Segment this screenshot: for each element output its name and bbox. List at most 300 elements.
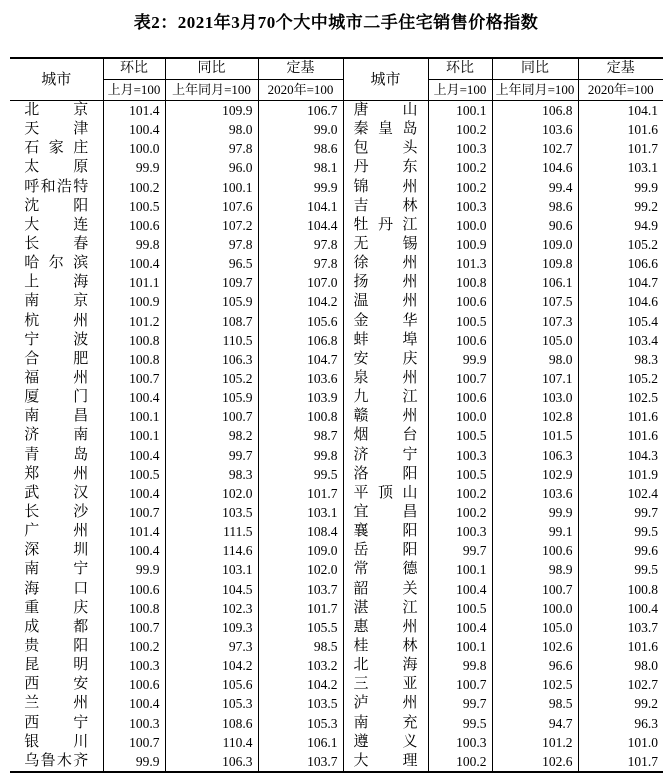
yoy-value-cell: 104.5 — [165, 580, 258, 599]
yoy-value-cell: 109.3 — [165, 618, 258, 637]
fixed-base-value-cell: 100.8 — [258, 407, 343, 426]
fixed-base-value-cell: 104.4 — [258, 216, 343, 235]
mom-value-cell: 100.2 — [428, 178, 492, 197]
yoy-value-cell: 99.1 — [492, 522, 578, 541]
city-name: 石 家 庄 — [24, 140, 89, 157]
subheader-mom-base-left: 上月=100 — [103, 80, 165, 101]
city-cell — [10, 637, 103, 656]
mom-value-cell: 99.9 — [103, 560, 165, 579]
fixed-base-value-cell: 97.8 — [258, 235, 343, 254]
city-cell — [10, 197, 103, 216]
fixed-base-value-cell: 101.9 — [578, 465, 663, 484]
mom-value-cell: 100.5 — [103, 197, 165, 216]
fixed-base-value-cell: 105.6 — [258, 312, 343, 331]
table-row — [10, 522, 663, 541]
yoy-value-cell: 98.9 — [492, 560, 578, 579]
yoy-value-cell: 105.0 — [492, 618, 578, 637]
city-name: 湛 江 — [353, 599, 418, 616]
fixed-base-value-cell: 103.1 — [578, 158, 663, 177]
mom-value-cell: 100.6 — [103, 675, 165, 694]
yoy-value-cell: 110.5 — [165, 331, 258, 350]
yoy-value-cell: 110.4 — [165, 733, 258, 752]
city-name: 兰 州 — [24, 695, 89, 712]
city-name: 烟 台 — [353, 427, 418, 444]
mom-value-cell: 100.4 — [103, 446, 165, 465]
mom-value-cell: 100.6 — [428, 292, 492, 311]
table-row — [10, 388, 663, 407]
city-cell — [343, 714, 428, 733]
yoy-value-cell: 103.1 — [165, 560, 258, 579]
mom-value-cell: 100.5 — [428, 599, 492, 618]
header-city-right: 城市 — [343, 58, 428, 101]
yoy-value-cell: 97.8 — [165, 139, 258, 158]
city-cell — [343, 656, 428, 675]
fixed-base-value-cell: 99.5 — [578, 560, 663, 579]
table-row — [10, 599, 663, 618]
fixed-base-value-cell: 106.6 — [578, 254, 663, 273]
mom-value-cell: 99.9 — [103, 158, 165, 177]
mom-value-cell: 101.4 — [103, 101, 165, 121]
yoy-value-cell: 106.3 — [492, 446, 578, 465]
city-cell — [10, 426, 103, 445]
table-row — [10, 254, 663, 273]
mom-value-cell: 100.6 — [103, 580, 165, 599]
fixed-base-value-cell: 105.5 — [258, 618, 343, 637]
city-name: 蚌 埠 — [353, 331, 418, 348]
fixed-base-value-cell: 99.6 — [578, 541, 663, 560]
mom-value-cell: 101.4 — [103, 522, 165, 541]
city-cell — [10, 331, 103, 350]
yoy-value-cell: 90.6 — [492, 216, 578, 235]
yoy-value-cell: 105.0 — [492, 331, 578, 350]
mom-value-cell: 101.3 — [428, 254, 492, 273]
table-row — [10, 580, 663, 599]
yoy-value-cell: 96.6 — [492, 656, 578, 675]
city-cell — [343, 446, 428, 465]
fixed-base-value-cell: 99.5 — [258, 465, 343, 484]
fixed-base-value-cell: 105.4 — [578, 312, 663, 331]
city-cell — [343, 580, 428, 599]
fixed-base-value-cell: 104.1 — [258, 197, 343, 216]
header-yoy-right: 同比 — [492, 58, 578, 80]
table-row — [10, 101, 663, 121]
mom-value-cell: 100.4 — [428, 618, 492, 637]
city-name: 扬 州 — [353, 274, 418, 291]
fixed-base-value-cell: 109.0 — [258, 541, 343, 560]
table-row — [10, 694, 663, 713]
mom-value-cell: 100.8 — [428, 273, 492, 292]
city-name: 武 汉 — [24, 484, 89, 501]
yoy-value-cell: 103.5 — [165, 503, 258, 522]
table-row — [10, 656, 663, 675]
fixed-base-value-cell: 99.5 — [578, 522, 663, 541]
fixed-base-value-cell: 106.1 — [258, 733, 343, 752]
city-cell — [10, 618, 103, 637]
city-cell — [343, 388, 428, 407]
city-cell — [343, 331, 428, 350]
fixed-base-value-cell: 99.0 — [258, 120, 343, 139]
city-cell — [10, 675, 103, 694]
city-name: 郑 州 — [24, 465, 89, 482]
yoy-value-cell: 105.6 — [165, 675, 258, 694]
city-name: 赣 州 — [353, 408, 418, 425]
city-cell — [343, 599, 428, 618]
city-cell — [10, 139, 103, 158]
yoy-value-cell: 105.3 — [165, 694, 258, 713]
city-name: 乌 鲁 木 齐 — [24, 752, 89, 769]
city-cell — [10, 446, 103, 465]
city-cell — [10, 254, 103, 273]
yoy-value-cell: 100.6 — [492, 541, 578, 560]
mom-value-cell: 100.7 — [428, 369, 492, 388]
city-name: 成 都 — [24, 618, 89, 635]
fixed-base-value-cell: 106.8 — [258, 331, 343, 350]
yoy-value-cell: 106.8 — [492, 101, 578, 121]
city-cell — [10, 599, 103, 618]
city-cell — [343, 465, 428, 484]
yoy-value-cell: 99.7 — [165, 446, 258, 465]
table-row — [10, 292, 663, 311]
page-title: 表2：2021年3月70个大中城市二手住宅销售价格指数 — [133, 13, 539, 32]
fixed-base-value-cell: 103.4 — [578, 331, 663, 350]
fixed-base-value-cell: 103.7 — [578, 618, 663, 637]
fixed-base-value-cell: 108.4 — [258, 522, 343, 541]
fixed-base-value-cell: 94.9 — [578, 216, 663, 235]
city-cell — [10, 235, 103, 254]
mom-value-cell: 99.9 — [103, 752, 165, 772]
city-cell — [343, 235, 428, 254]
city-name: 合 肥 — [24, 350, 89, 367]
table-row — [10, 178, 663, 197]
city-cell — [343, 694, 428, 713]
mom-value-cell: 100.4 — [103, 388, 165, 407]
city-name: 长 沙 — [24, 504, 89, 521]
mom-value-cell: 100.6 — [428, 388, 492, 407]
yoy-value-cell: 105.9 — [165, 388, 258, 407]
city-name: 济 南 — [24, 427, 89, 444]
yoy-value-cell: 101.5 — [492, 426, 578, 445]
fixed-base-value-cell: 103.2 — [258, 656, 343, 675]
city-name: 襄 阳 — [353, 523, 418, 540]
mom-value-cell: 100.3 — [428, 139, 492, 158]
city-name: 平 顶 山 — [353, 484, 418, 501]
mom-value-cell: 100.7 — [103, 733, 165, 752]
table-row — [10, 675, 663, 694]
mom-value-cell: 100.7 — [428, 675, 492, 694]
fixed-base-value-cell: 98.6 — [258, 139, 343, 158]
yoy-value-cell: 104.6 — [492, 158, 578, 177]
fixed-base-value-cell: 99.2 — [578, 197, 663, 216]
city-cell — [343, 178, 428, 197]
mom-value-cell: 100.3 — [103, 714, 165, 733]
mom-value-cell: 100.8 — [103, 350, 165, 369]
yoy-value-cell: 96.5 — [165, 254, 258, 273]
city-name: 福 州 — [24, 370, 89, 387]
city-cell — [343, 369, 428, 388]
yoy-value-cell: 107.2 — [165, 216, 258, 235]
yoy-value-cell: 98.0 — [165, 120, 258, 139]
city-name: 北 京 — [24, 102, 89, 119]
table-row — [10, 139, 663, 158]
header-yoy-left: 同比 — [165, 58, 258, 80]
city-name: 吉 林 — [353, 197, 418, 214]
mom-value-cell: 100.4 — [103, 541, 165, 560]
city-name: 长 春 — [24, 236, 89, 253]
mom-value-cell: 100.2 — [103, 178, 165, 197]
city-name: 金 华 — [353, 312, 418, 329]
table-row — [10, 503, 663, 522]
city-cell — [343, 426, 428, 445]
city-cell — [343, 522, 428, 541]
header-mom-left: 环比 — [103, 58, 165, 80]
yoy-value-cell: 103.6 — [492, 484, 578, 503]
city-cell — [343, 503, 428, 522]
yoy-value-cell: 103.6 — [492, 120, 578, 139]
city-cell — [343, 197, 428, 216]
yoy-value-cell: 100.7 — [165, 407, 258, 426]
table-row — [10, 560, 663, 579]
fixed-base-value-cell: 101.0 — [578, 733, 663, 752]
city-name: 秦 皇 岛 — [353, 121, 418, 138]
city-cell — [343, 312, 428, 331]
city-name: 南 昌 — [24, 408, 89, 425]
city-cell — [343, 560, 428, 579]
city-name: 韶 关 — [353, 580, 418, 597]
city-cell — [343, 120, 428, 139]
table-row — [10, 120, 663, 139]
fixed-base-value-cell: 98.3 — [578, 350, 663, 369]
fixed-base-value-cell: 103.7 — [258, 752, 343, 772]
table-row — [10, 752, 663, 772]
fixed-base-value-cell: 107.0 — [258, 273, 343, 292]
yoy-value-cell: 102.3 — [165, 599, 258, 618]
mom-value-cell: 100.1 — [428, 101, 492, 121]
city-name: 广 州 — [24, 523, 89, 540]
yoy-value-cell: 109.9 — [165, 101, 258, 121]
mom-value-cell: 100.0 — [428, 216, 492, 235]
mom-value-cell: 100.2 — [428, 752, 492, 772]
yoy-value-cell: 105.9 — [165, 292, 258, 311]
city-cell — [10, 694, 103, 713]
fixed-base-value-cell: 103.1 — [258, 503, 343, 522]
city-name: 上 海 — [24, 274, 89, 291]
mom-value-cell: 99.8 — [103, 235, 165, 254]
yoy-value-cell: 107.3 — [492, 312, 578, 331]
yoy-value-cell: 114.6 — [165, 541, 258, 560]
mom-value-cell: 100.5 — [103, 465, 165, 484]
header-fixed-right: 定基 — [578, 58, 663, 80]
city-name: 遵 义 — [353, 733, 418, 750]
header-row-bases — [10, 80, 663, 101]
city-name: 贵 阳 — [24, 638, 89, 654]
city-name: 丹 东 — [353, 159, 418, 176]
city-cell — [10, 216, 103, 235]
yoy-value-cell: 105.2 — [165, 369, 258, 388]
fixed-base-value-cell: 99.7 — [578, 503, 663, 522]
city-cell — [10, 714, 103, 733]
fixed-base-value-cell: 104.2 — [258, 675, 343, 694]
fixed-base-value-cell: 105.3 — [258, 714, 343, 733]
mom-value-cell: 100.3 — [428, 197, 492, 216]
mom-value-cell: 100.5 — [428, 465, 492, 484]
city-cell — [10, 369, 103, 388]
fixed-base-value-cell: 102.5 — [578, 388, 663, 407]
table-row — [10, 350, 663, 369]
header-row-groups — [10, 58, 663, 80]
mom-value-cell: 100.7 — [103, 618, 165, 637]
fixed-base-value-cell: 101.7 — [258, 599, 343, 618]
fixed-base-value-cell: 98.7 — [258, 426, 343, 445]
city-cell — [10, 465, 103, 484]
city-name: 洛 阳 — [353, 465, 418, 482]
yoy-value-cell: 100.1 — [165, 178, 258, 197]
fixed-base-value-cell: 104.3 — [578, 446, 663, 465]
table-row — [10, 312, 663, 331]
yoy-value-cell: 108.7 — [165, 312, 258, 331]
mom-value-cell: 100.1 — [428, 560, 492, 579]
fixed-base-value-cell: 104.7 — [578, 273, 663, 292]
yoy-value-cell: 106.3 — [165, 752, 258, 772]
city-cell — [10, 407, 103, 426]
table-row — [10, 216, 663, 235]
fixed-base-value-cell: 98.5 — [258, 637, 343, 656]
city-cell — [10, 292, 103, 311]
table-row — [10, 446, 663, 465]
city-name: 宁 波 — [24, 331, 89, 348]
table-row — [10, 618, 663, 637]
city-cell — [343, 407, 428, 426]
city-name: 呼 和 浩 特 — [24, 178, 89, 195]
fixed-base-value-cell: 101.7 — [578, 752, 663, 772]
yoy-value-cell: 98.0 — [492, 350, 578, 369]
table-row — [10, 714, 663, 733]
mom-value-cell: 99.8 — [428, 656, 492, 675]
fixed-base-value-cell: 103.6 — [258, 369, 343, 388]
fixed-base-value-cell: 104.1 — [578, 101, 663, 121]
fixed-base-value-cell: 104.2 — [258, 292, 343, 311]
header-city-left: 城市 — [10, 58, 103, 101]
yoy-value-cell: 96.0 — [165, 158, 258, 177]
city-cell — [10, 350, 103, 369]
yoy-value-cell: 100.7 — [492, 580, 578, 599]
yoy-value-cell: 98.6 — [492, 197, 578, 216]
table-row — [10, 158, 663, 177]
city-cell — [10, 101, 103, 121]
yoy-value-cell: 98.5 — [492, 694, 578, 713]
table-row — [10, 484, 663, 503]
mom-value-cell: 101.2 — [103, 312, 165, 331]
city-name: 无 锡 — [353, 236, 418, 253]
city-name: 济 宁 — [353, 446, 418, 463]
mom-value-cell: 100.4 — [103, 694, 165, 713]
mom-value-cell: 100.7 — [103, 503, 165, 522]
mom-value-cell: 100.8 — [103, 331, 165, 350]
city-cell — [343, 101, 428, 121]
city-name: 天 津 — [24, 121, 89, 138]
table-row — [10, 197, 663, 216]
fixed-base-value-cell: 105.2 — [578, 235, 663, 254]
fixed-base-value-cell: 104.7 — [258, 350, 343, 369]
fixed-base-value-cell: 105.2 — [578, 369, 663, 388]
subheader-yoy-base-left: 上年同月=100 — [165, 80, 258, 101]
city-cell — [10, 752, 103, 772]
city-cell — [10, 560, 103, 579]
yoy-value-cell: 107.5 — [492, 292, 578, 311]
yoy-value-cell: 97.3 — [165, 637, 258, 656]
city-name: 牡 丹 江 — [353, 216, 418, 233]
city-name: 大 理 — [353, 752, 418, 769]
yoy-value-cell: 109.8 — [492, 254, 578, 273]
table-row — [10, 465, 663, 484]
table-row — [10, 369, 663, 388]
city-cell — [10, 522, 103, 541]
mom-value-cell: 100.0 — [428, 407, 492, 426]
yoy-value-cell: 102.5 — [492, 675, 578, 694]
city-name: 宜 昌 — [353, 504, 418, 521]
yoy-value-cell: 109.7 — [165, 273, 258, 292]
fixed-base-value-cell: 99.2 — [578, 694, 663, 713]
yoy-value-cell: 102.9 — [492, 465, 578, 484]
city-name: 西 安 — [24, 676, 89, 693]
city-cell — [10, 580, 103, 599]
fixed-base-value-cell: 106.7 — [258, 101, 343, 121]
fixed-base-value-cell: 102.0 — [258, 560, 343, 579]
mom-value-cell: 100.4 — [103, 484, 165, 503]
mom-value-cell: 100.9 — [428, 235, 492, 254]
city-name: 惠 州 — [353, 618, 418, 635]
fixed-base-value-cell: 98.0 — [578, 656, 663, 675]
city-name: 唐 山 — [353, 102, 418, 119]
city-cell — [10, 120, 103, 139]
yoy-value-cell: 98.2 — [165, 426, 258, 445]
yoy-value-cell: 102.7 — [492, 139, 578, 158]
mom-value-cell: 100.4 — [103, 120, 165, 139]
city-cell — [10, 158, 103, 177]
city-cell — [343, 484, 428, 503]
mom-value-cell: 100.3 — [103, 656, 165, 675]
yoy-value-cell: 111.5 — [165, 522, 258, 541]
subheader-yoy-base-right: 上年同月=100 — [492, 80, 578, 101]
fixed-base-value-cell: 103.5 — [258, 694, 343, 713]
mom-value-cell: 100.2 — [428, 484, 492, 503]
mom-value-cell: 100.0 — [103, 139, 165, 158]
city-name: 哈 尔 滨 — [24, 255, 89, 272]
yoy-value-cell: 102.8 — [492, 407, 578, 426]
city-name: 徐 州 — [353, 255, 418, 272]
mom-value-cell: 100.5 — [428, 312, 492, 331]
city-cell — [343, 637, 428, 656]
fixed-base-value-cell: 104.6 — [578, 292, 663, 311]
city-cell — [10, 178, 103, 197]
fixed-base-value-cell: 103.9 — [258, 388, 343, 407]
yoy-value-cell: 106.3 — [165, 350, 258, 369]
subheader-mom-base-right: 上月=100 — [428, 80, 492, 101]
yoy-value-cell: 101.2 — [492, 733, 578, 752]
fixed-base-value-cell: 99.9 — [258, 178, 343, 197]
fixed-base-value-cell: 101.7 — [258, 484, 343, 503]
fixed-base-value-cell: 97.8 — [258, 254, 343, 273]
city-name: 南 宁 — [24, 561, 89, 578]
fixed-base-value-cell: 96.3 — [578, 714, 663, 733]
city-cell — [10, 733, 103, 752]
city-cell — [343, 216, 428, 235]
mom-value-cell: 100.8 — [103, 599, 165, 618]
mom-value-cell: 100.6 — [103, 216, 165, 235]
yoy-value-cell: 98.3 — [165, 465, 258, 484]
yoy-value-cell: 102.6 — [492, 752, 578, 772]
city-cell — [343, 273, 428, 292]
city-name: 大 连 — [24, 216, 89, 233]
